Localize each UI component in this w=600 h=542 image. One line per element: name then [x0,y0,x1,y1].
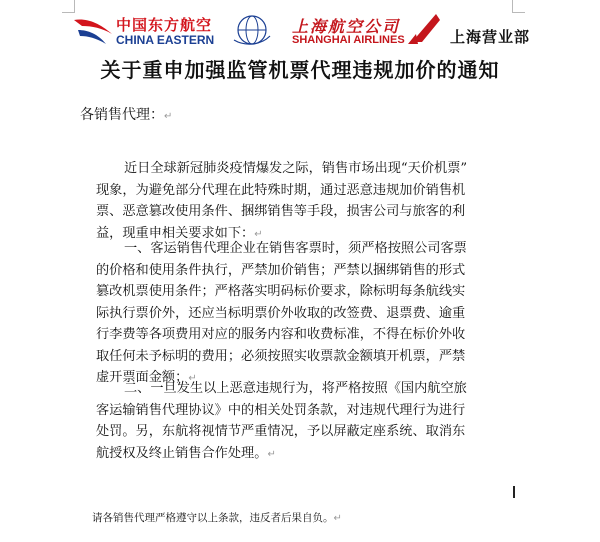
paragraph-line: 行李费等各项费用对应的服务内容和收费标准，不得在标价外收 [96,327,466,342]
paragraph-line: 客运输销售代理协议》中的相关处罚条款，对违规代理行为进行 [96,402,466,418]
paragraph-line [96,443,511,466]
closing-note [92,510,342,525]
paragraph-line-text: 虚开票面金额； [96,370,189,385]
paragraph-line: 近日全球新冠肺炎疫情爆发之际，销售市场出现“天价机票” [124,161,468,176]
paragraph-line: 一、客运销售代理企业在销售客票时，须严格按照公司客票 [124,241,467,256]
china-eastern-logo [72,14,232,50]
letterhead [30,8,590,50]
china-eastern-swallow-icon [72,14,114,48]
paragraph-line: 际执行票价外，还应当标明票价外收取的改签费、退票费、逾重 [96,305,466,321]
paragraph-line: 的价格和使用条件执行，严禁加价销售；严禁以捆绑销售的形式 [96,262,466,278]
paragraph-mark: ↵ [267,448,276,460]
shanghai-airlines-crane-icon [406,12,442,46]
paragraph-line: 篡改机票使用条件；严格落实明码标价要求，除标明每条航线实 [96,284,466,299]
paragraph-intro [96,158,511,245]
text-cursor [513,486,515,498]
paragraph-rule-one [96,238,511,390]
china-eastern-cn-name: 中国东方航空 [116,16,213,34]
shanghai-airlines-cn-name: 上海航空公司 [292,17,401,36]
shanghai-airlines-en-name: SHANGHAI AIRLINES [292,34,405,46]
paragraph-line-text: 益，现重申相关要求如下： [96,225,255,241]
paragraph-rule-two [96,378,511,465]
paragraph-line: 现象，为避免部分代理在此特殊时期，通过恶意违规加价销售机 [96,182,466,198]
salutation-text: 各销售代理： [80,107,164,123]
paragraph-mark: ↵ [188,373,197,384]
paragraph-line: 二、一旦发生以上恶意违规行为，将严格按照《国内航空旅 [124,381,467,396]
document-title: 关于重申加强监管机票代理违规加价的通知 [100,58,500,82]
paragraph-line: 处罚。另，东航将视情节严重情况，予以屏蔽定座系统、取消东 [96,424,466,439]
paragraph-line: 取任何未予标明的费用；必须按照实收票款金额填开机票，严禁 [96,348,466,364]
salutation [80,104,172,124]
paragraph-line-text: 航授权及终止销售合作处理。 [96,445,268,461]
paragraph-line: 票、恶意篡改使用条件、捆绑销售等手段，损害公司与旅客的利 [96,204,466,219]
paragraph-mark: ↵ [333,513,342,524]
skyteam-globe-icon [230,10,274,50]
paragraph-mark: ↵ [164,111,173,122]
china-eastern-en-name: CHINA EASTERN [116,33,215,47]
paragraph-mark: ↵ [254,228,263,240]
branch-name: 上海营业部 [450,28,531,46]
closing-note-text: 请各销售代理严格遵守以上条款，违反者后果自负。 [92,512,334,524]
